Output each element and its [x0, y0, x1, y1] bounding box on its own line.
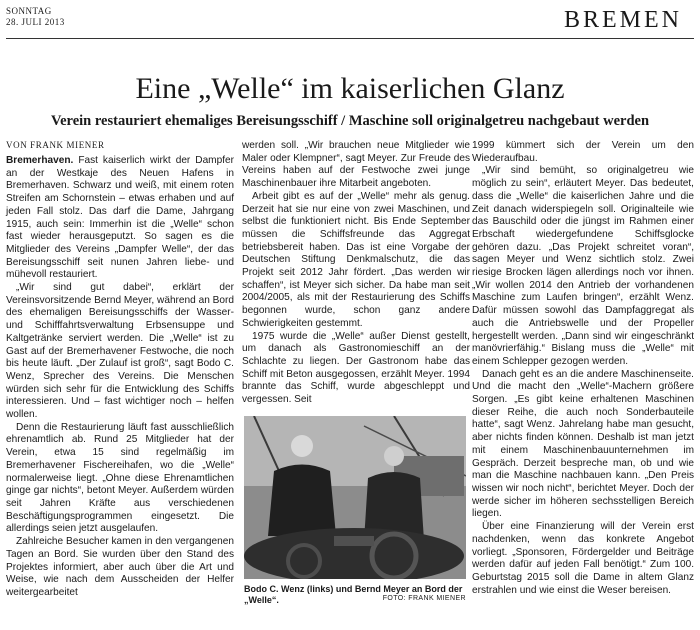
header-weekday: SONNTAG	[6, 6, 52, 16]
subheadline: Verein restauriert ehemaliges Bereisungsschiff / Maschine soll originalgetreu nachgebaut werden	[50, 113, 650, 129]
photo-caption-text: Bodo C. Wenz (links) und Bernd Meyer an Bord der „Welle“.	[244, 584, 463, 605]
column-2	[242, 140, 470, 407]
paragraph: werden soll. „Wir brauchen neue Mitglieder wie Maler oder Klempner“, sagt Meyer. Zur Freude des Vereins haben auf der Festwoche zwei junge Maschinenbauer ihre Mitarbeit angeboten.	[242, 140, 470, 190]
column-1	[6, 155, 234, 600]
paragraph: Zahlreiche Besucher kamen in den vergangenen Tagen an Bord. Sie wurden über den Stand des Projektes informiert, aber auch über die Art und Weise, wie nach dem Ausscheiden der Helfer weitergearbeitet	[6, 536, 234, 598]
paragraph: Über eine Finanzierung will der Verein erst nachdenken, wenn das konkrete Angebot vorliegt. „Sponsoren, Fördergelder und Beiträge werden dafür auf jeden Fall benötigt.“ Zum 100. Geburtstag 2015 soll die Dame in altem Glanz erstrahlen und wie einst die Weser bereisen.	[472, 521, 694, 596]
header-rule	[6, 38, 694, 39]
photo-image	[244, 416, 466, 579]
paragraph: 1999 kümmert sich der Verein um den Wiederaufbau.	[472, 140, 694, 164]
dateline-place: Bremerhaven.	[6, 155, 74, 166]
paragraph: „Wir sind bemüht, so originalgetreu wie möglich zu sein“, erläutert Meyer. Das bedeutet, dass die „Welle“ die kaiserlichen Jahre und die Zeit danach widerspiegeln soll. Originalteile wie das Bauschild oder die jüngst im Rahmen einer Erbschaft wiedergefundene Schiffsglocke gehören dazu. „Das Projekt schreitet voran“, sagen Meyer und Wenz sichtlich stolz. Zwei riesige Brocken lägen allerdings noch vor ihnen. „Wir wollen 2014 den Antrieb der vorhandenen Maschine zum Laufen bringen“, erzählt Wenz. Dafür müssen sowohl das Dampfaggregat als auch die Antriebswelle und der Propeller hergestellt werden. „Dann sind wir eingeschränkt manövrierfähig.“ Bislang muss die „Welle“ mit einem Schlepper gezogen werden.	[472, 165, 694, 367]
section-title: BREMEN	[563, 7, 682, 33]
column-3	[472, 140, 694, 597]
header-date	[6, 6, 65, 28]
paragraph: Arbeit gibt es auf der „Welle“ mehr als genug. Derzeit hat sie nur eine von zwei Maschinen, und selbst die funktioniert nicht. Bis Ende September müssen die Schiffsfreunde das Aggregat betriebsbereit haben. Das ist eine Vorgabe der Deutschen Stiftung Denkmalschutz, die das Projekt seit 2012 Jahr fördert. „Das werden wir schaffen“, ist Meyer sich sicher. Da habe man seit 2004/2005, als mit der Restaurierung des Schiffs begonnen wurde, schon ganz andere Schwierigkeiten gestemmt.	[242, 190, 470, 329]
paragraph: „Wir sind gut dabei“, erklärt der Vereinsvorsitzende Bernd Meyer, während an Bord des ehemaligen Bereisungsschiffs der Wasser- und Schifffahrtsverwaltung Erbsensuppe und Kaltgetränke serviert werden. Die „Welle“ ist zu Gast auf der Bremerhavener Festwoche, die noch bis heute läuft. „Der Zulauf ist groß“, sagt Bodo C. Wenz, Sprecher des Vereins. Die Menschen würden sich sehr für die Entwicklung des Schiffs interessieren. Und – fast wichtiger noch – helfen wollen.	[6, 282, 234, 421]
paragraph: Danach geht es an die andere Maschinenseite. Und die macht den „Welle“-Machern größere Sorgen. „Es gibt keine erhaltenen Maschinen dieser Reihe, die auch noch Sonderbauteile hatte“, sagt Wenz. Jahrelang habe man gesucht, aber nichts finden können. Deshalb ist man jetzt mit einem Maschinenbauunternehmen im Gespräch. Derzeit bespreche man, ob und wie man die Maschine nachbauen kann. „Den Preis wissen wir noch nicht“, berichtet Meyer. Doch der werde sicher im höheren sechsstelligen Bereich liegen.	[472, 368, 694, 520]
headline: Eine „Welle“ im kaiserlichen Glanz	[135, 72, 565, 105]
paragraph: Denn die Restaurierung läuft fast ausschließlich ehrenamtlich ab. Rund 25 Mitglieder hat der Verein, etwa 15 sind regelmäßig im Bremerhavener Fischereihafen, wo die „Welle“ normalerweise liegt. „Ohne diese Ehrenamtlichen ginge gar nichts“, betont Meyer. Außerdem würden seit Jahren Kräfte aus verschiedenen Beschäftigungsprogrammen eingesetzt. Die allerdings seien jetzt ausgelaufen.	[6, 421, 234, 535]
paragraph: 1975 wurde die „Welle“ außer Dienst gestellt, um danach als Gastronomieschiff an der Schlachte zu liegen. Der Gastronom habe das Schiff mit Beton ausgegossen, erzählt Meyer. 1994 brannte das Schiff, wurde abgeschleppt und vergessen. Seit	[242, 330, 470, 406]
paragraph: Bremerhaven. Fast kaiserlich wirkt der Dampfer an der Westkaje des Neuen Hafens in Bremerhaven. Schwarz und weiß, mit einem roten Streifen am Schornstein – etwas erhaben und auf jeden Fall stolz. Das darf die Dame, Jahrgang 1915, auch sein: Immerhin ist die „Welle“ schon fast wieder herausgeputzt. So sagen es die Mitglieder des Vereins „Dampfer Welle“, der das Bereisungsschiff seit nunen Jahren liebe- und mühevoll restauriert.	[6, 155, 234, 281]
header-date-value: 28. JULI 2013	[6, 17, 65, 27]
byline: VON FRANK MIENER	[6, 140, 105, 150]
article-photo	[244, 416, 466, 579]
photo-credit: FOTO: FRANK MIENER	[382, 595, 466, 602]
